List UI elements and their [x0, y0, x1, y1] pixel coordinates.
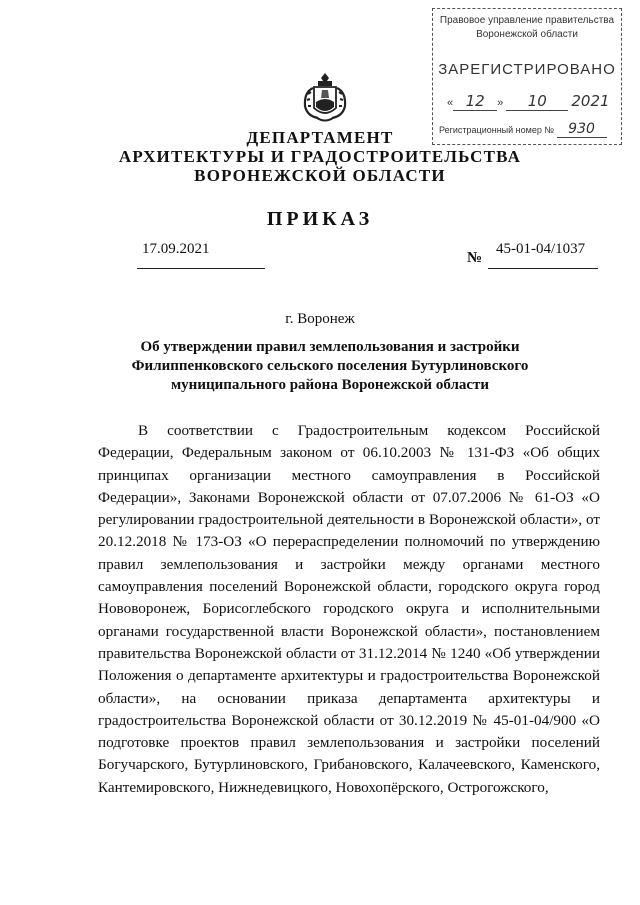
stamp-day: 12 — [453, 92, 497, 111]
stamp-month: 10 — [506, 92, 568, 111]
order-date: 17.09.2021 — [142, 241, 210, 257]
stamp-registered-label: ЗАРЕГИСТРИРОВАНО — [438, 61, 616, 78]
department-name-line1: ДЕПАРТАМЕНТ — [246, 128, 394, 147]
stamp-org-line2: Воронежской области — [476, 29, 578, 40]
stamp-year: 2021 — [571, 92, 610, 110]
order-number: 45-01-04/1037 — [496, 241, 586, 257]
city-line: г. Воронеж — [285, 311, 355, 327]
stamp-org-line1: Правовое управление правительства — [439, 15, 615, 26]
number-underline — [488, 268, 598, 269]
department-name-line3: ВОРОНЕЖСКОЙ ОБЛАСТИ — [194, 166, 446, 185]
document-type-title: ПРИКАЗ — [266, 208, 374, 230]
number-sign: № — [467, 250, 483, 266]
registration-stamp — [432, 8, 622, 145]
stamp-number-label: Регистрационный номер № — [439, 125, 555, 135]
order-body-text: В соответствии с Градостроительным кодексом Российской Федерации, Федеральным законом от 06.10.2003 № 131-ФЗ «Об общих принципах организации местного самоуправления в Российской Федерации», Законами Воронежской области от 07.07.2006 № 61-ОЗ «О регулировании градостроительной деятельности в Воронежской области», от 20.12.2018 № 173-ОЗ «О перераспределении полномочий по утверждению правил землепользования и застройки между органами местного самоуправления поселений Воронежской области, городского округа город Нововоронеж, Борисоглебского городского округа и исполнительными органами государственной власти Воронежской области», постановлением правительства Воронежской области от 31.12.2014 № 1240 «Об утверждении Положения о департаменте архитектуры и градостроительства Воронежской области», на основании приказа департамента архитектуры и градостроительства Воронежской области от 30.12.2019 № 45-01-04/900 «О подготовке проектов правил землепользования и застройки поселений Богучарского, Бутурлиновского, Грибановского, Калачеевского, Каменского, Кантемировского, Нижнедевицкого, Новохопёрского, Острогожского, — [98, 422, 600, 796]
department-name-line2: АРХИТЕКТУРЫ И ГРАДОСТРОИТЕЛЬСТВА — [118, 147, 522, 166]
voronezh-coat-of-arms-icon — [300, 72, 350, 124]
date-underline — [137, 268, 265, 269]
stamp-date-row: « 12 » 10 2021 — [447, 92, 610, 110]
stamp-number: 930 — [557, 121, 607, 138]
order-subject: Об утверждении правил землепользования и застройки Филиппенковского сельского поселения Бутурлиновского муниципального района Воронежской области — [131, 339, 529, 393]
